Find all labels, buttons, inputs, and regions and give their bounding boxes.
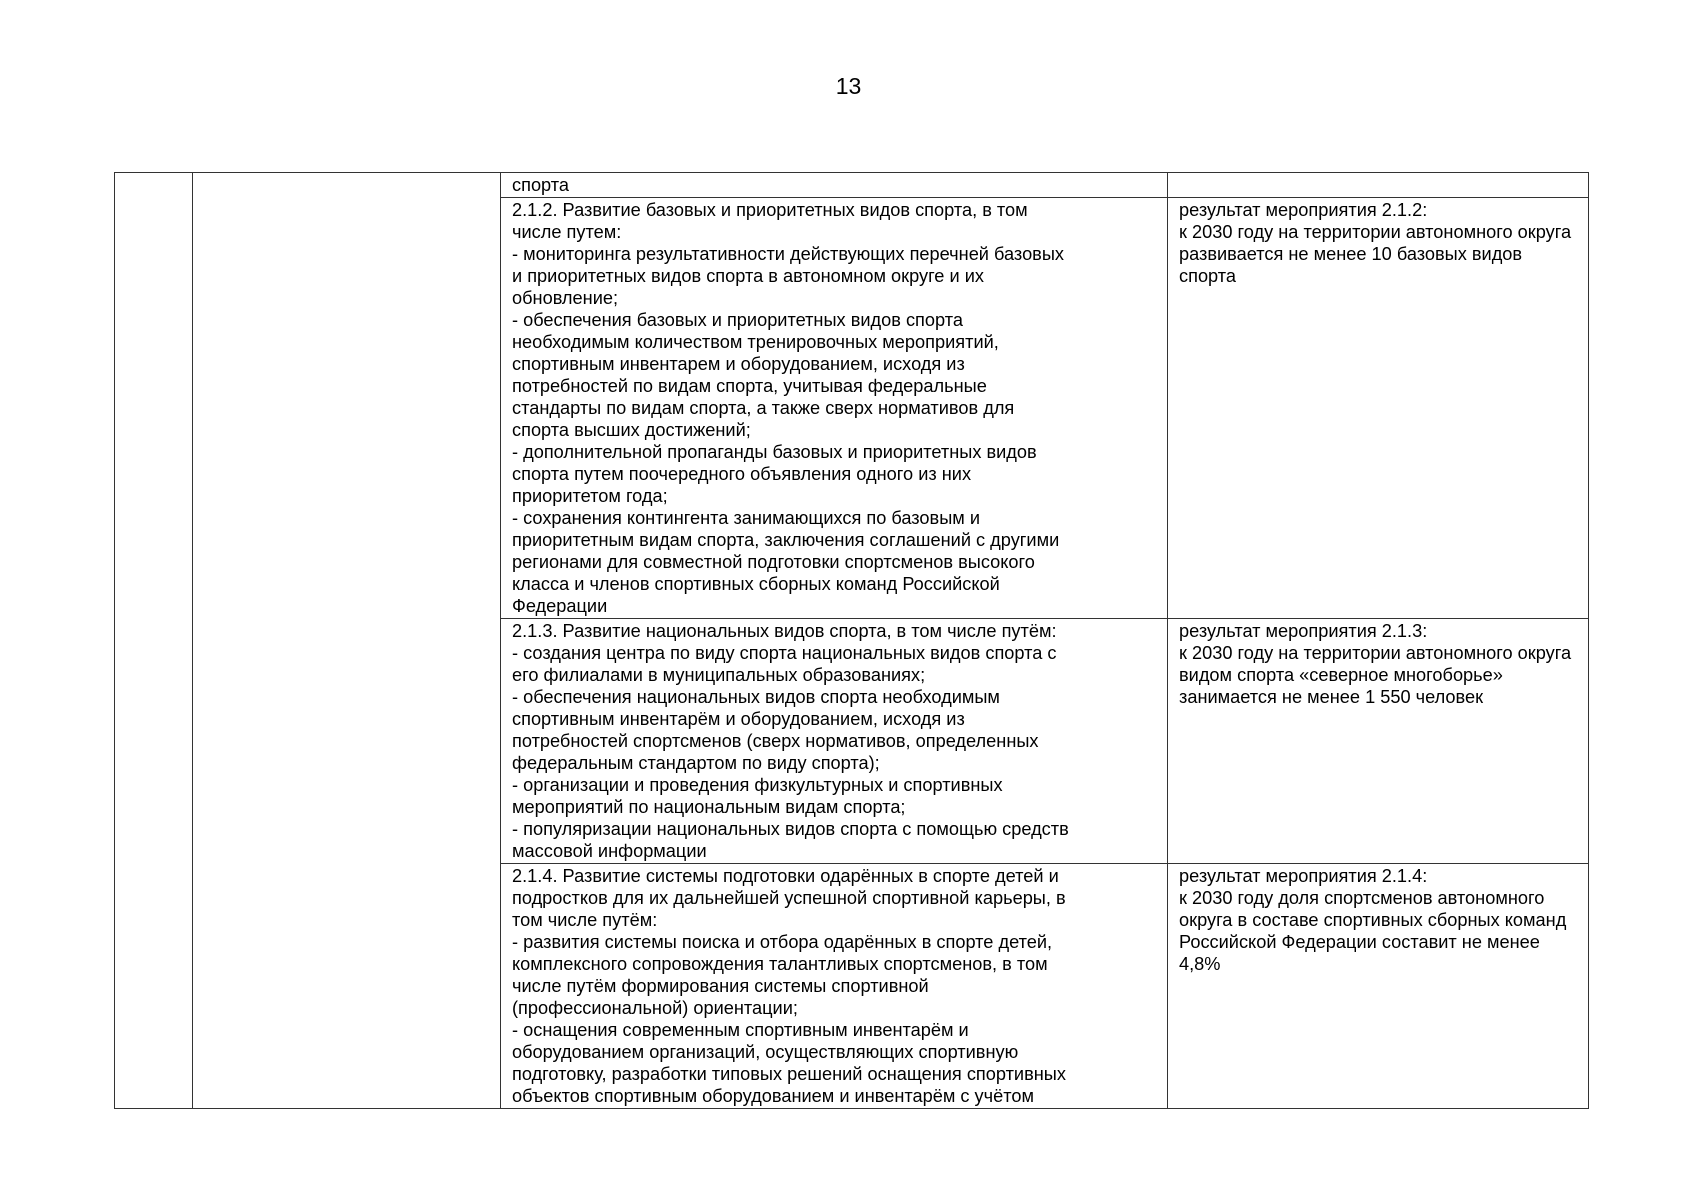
result-cell	[1168, 173, 1589, 198]
result-cell: результат мероприятия 2.1.4: к 2030 году доля спортсменов автономного округа в составе спортивных сборных команд Российской Федерации составит не менее 4,8%	[1168, 864, 1589, 1109]
event-cell: 2.1.3. Развитие национальных видов спорта, в том числе путём: - создания центра по виду спорта национальных видов спорта с его филиалами в муниципальных образованиях; - обеспечения национальных видов спорта необходимым спортивным инвентарём и оборудованием, исходя из потребностей спортсменов (сверх нормативов, определенных федеральным стандартом по виду спорта); - организации и проведения физкультурных и спортивных мероприятий по национальным видам спорта; - популяризации национальных видов спорта с помощью средств массовой информации	[501, 619, 1168, 864]
result-cell: результат мероприятия 2.1.3: к 2030 году на территории автономного округа видом спорта «северное многоборье» занимается не менее 1 550 человек	[1168, 619, 1589, 864]
event-cell: 2.1.2. Развитие базовых и приоритетных видов спорта, в том числе путем: - мониторинга результативности действующих перечней базовых и приоритетных видов спорта в автономном округе и их обновление; - обеспечения базовых и приоритетных видов спорта необходимым количеством тренировочных мероприятий, спортивным инвентарем и оборудованием, исходя из потребностей по видам спорта, учитывая федеральные стандарты по видам спорта, а также сверх нормативов для спорта высших достижений; - дополнительной пропаганды базовых и приоритетных видов спорта путем поочередного объявления одного из них приоритетом года; - сохранения контингента занимающихся по базовым и приоритетным видам спорта, заключения соглашений с другими регионами для совместной подготовки спортсменов высокого класса и членов спортивных сборных команд Российской Федерации	[501, 198, 1168, 619]
task-cell	[193, 173, 501, 1109]
event-cell: спорта	[501, 173, 1168, 198]
program-events-table	[114, 172, 1589, 1109]
table-row	[115, 173, 1589, 198]
result-cell: результат мероприятия 2.1.2: к 2030 году на территории автономного округа развивается не менее 10 базовых видов спорта	[1168, 198, 1589, 619]
page-number: 13	[835, 73, 862, 99]
event-cell: 2.1.4. Развитие системы подготовки одарённых в спорте детей и подростков для их дальнейшей успешной спортивной карьеры, в том числе путём: - развития системы поиска и отбора одарённых в спорте детей, комплексного сопровождения талантливых спортсменов, в том числе путём формирования системы спортивной (профессиональной) ориентации; - оснащения современным спортивным инвентарём и оборудованием организаций, осуществляющих спортивную подготовку, разработки типовых решений оснащения спортивных объектов спортивным оборудованием и инвентарём с учётом	[501, 864, 1168, 1109]
number-cell	[115, 173, 193, 1109]
